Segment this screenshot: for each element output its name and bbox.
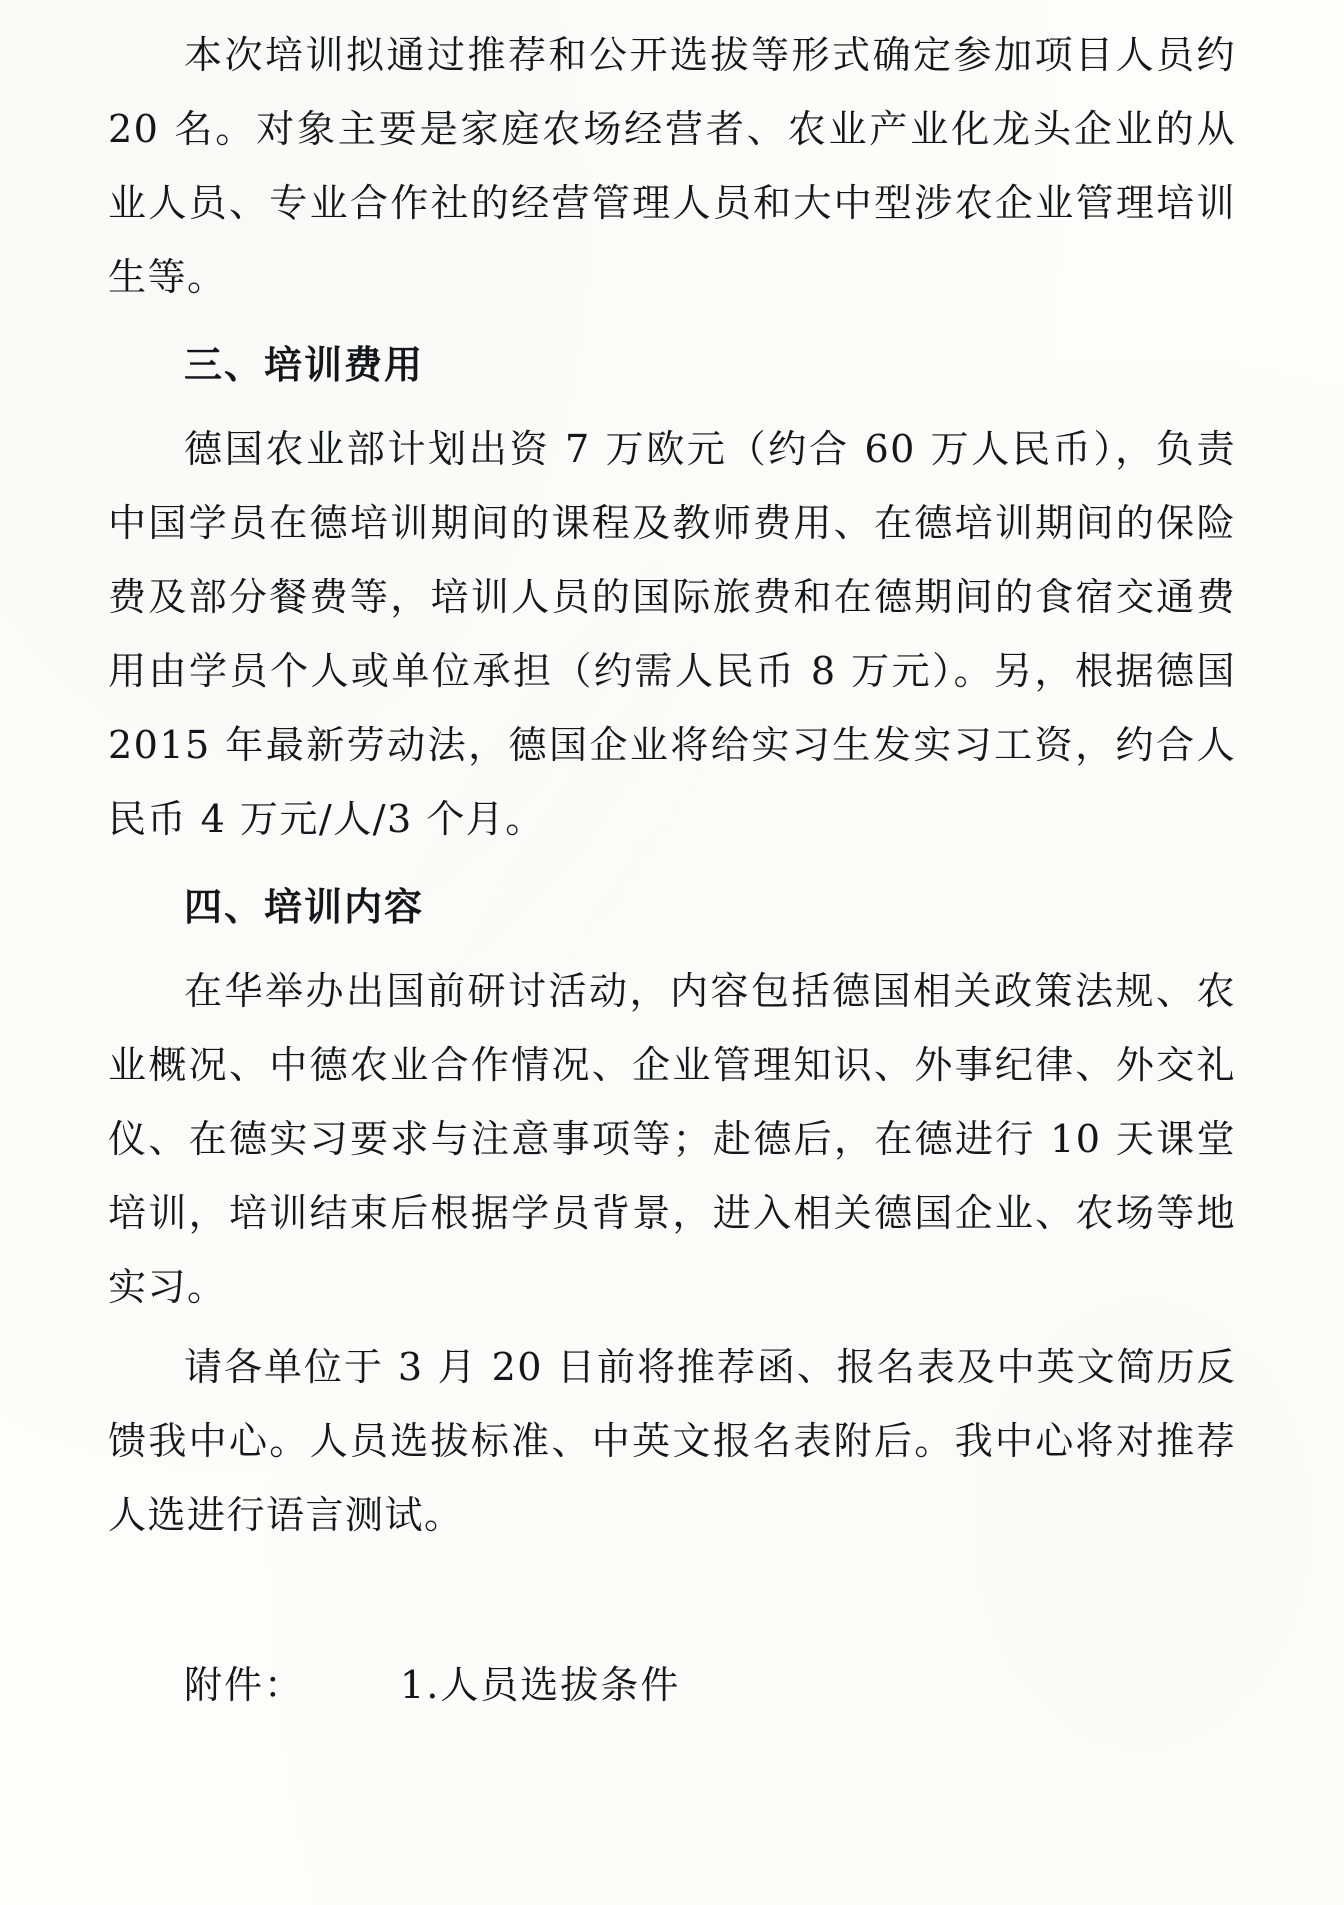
attachment-line [108,1648,1236,1722]
section-heading-four: 四、培训内容 [184,884,425,929]
paragraph-training-content: 在华举办出国前研讨活动，内容包括德国相关政策法规、农业概况、中德农业合作情况、企业管理知识、外事纪律、外交礼仪、在德实习要求与注意事项等；赴德后，在德进行 10 天课堂培训，培训结束后根据学员背景，进入相关德国企业、农场等地实习。 [108,969,1236,1309]
attachment-label: 附件： [184,1663,305,1707]
document-body [108,18,1236,1722]
attachment-item: 1.人员选拔条件 [400,1663,681,1707]
section-heading-three: 三、培训费用 [184,342,425,387]
paragraph-training-cost: 德国农业部计划出资 7 万欧元（约合 60 万人民币），负责中国学员在德培训期间的课程及教师费用、在德培训期间的保险费及部分餐费等，培训人员的国际旅费和在德期间的食宿交通费用由学员个人或单位承担（约需人民币 8 万元）。另，根据德国 2015 年最新劳动法，德国企业将给实习生发实习工资，约合人民币 4 万元/人/3 个月。 [108,427,1236,841]
paragraph-submission-deadline: 请各单位于 3 月 20 日前将推荐函、报名表及中英文简历反馈我中心。人员选拔标准、中英文报名表附后。我中心将对推荐人选进行语言测试。 [108,1345,1236,1537]
paragraph-recruitment: 本次培训拟通过推荐和公开选拔等形式确定参加项目人员约 20 名。对象主要是家庭农场经营者、农业产业化龙头企业的从业人员、专业合作社的经营管理人员和大中型涉农企业管理培训生等。 [108,33,1236,299]
